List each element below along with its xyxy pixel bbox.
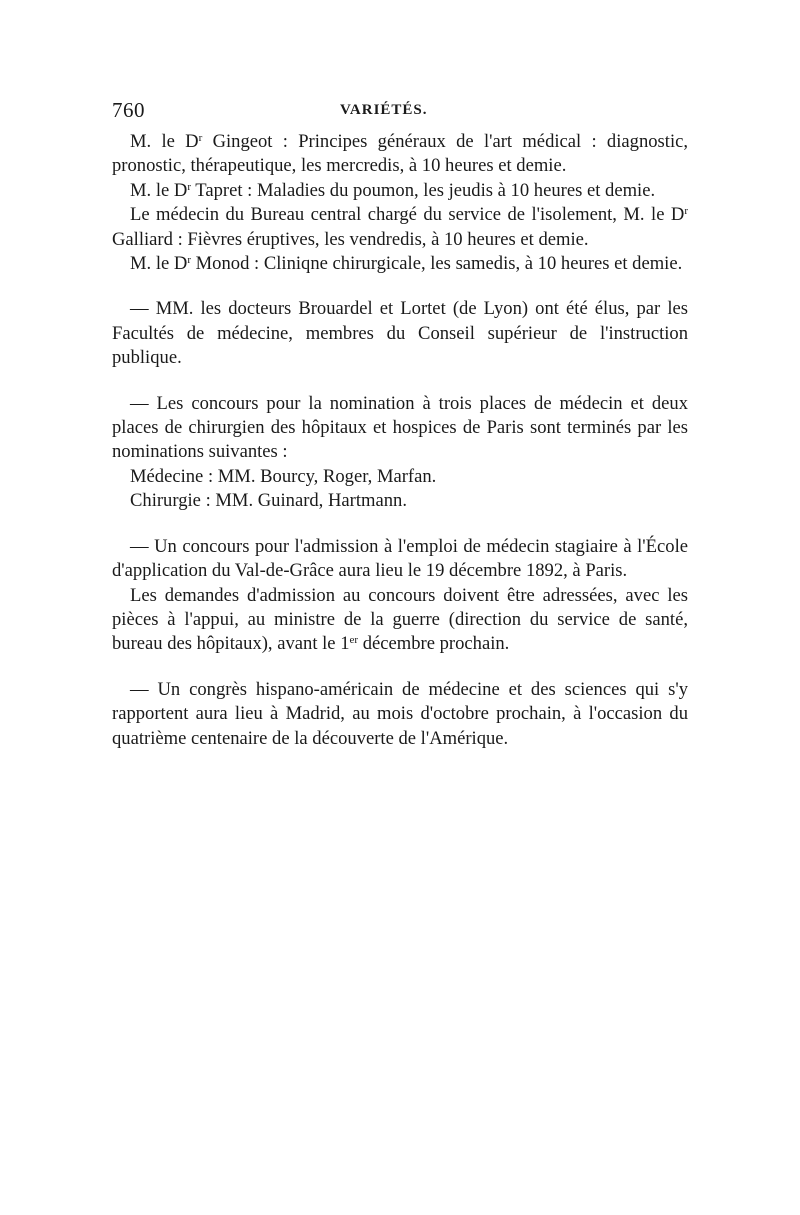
page-number: 760 <box>112 98 145 122</box>
paragraph-demandes-admission: Les demandes d'admission au concours doivent être adressées, avec les pièces à l'appui, au ministre de la guerre (direction du service de santé, bureau des hôpitaux), avant le 1er décembre prochain. <box>112 584 688 655</box>
paragraph-val-de-grace: — Un concours pour l'admission à l'emploi de médecin stagiaire à l'École d'application du Val-de-Grâce aura lieu le 19 décembre 1892, à Paris. <box>112 535 688 582</box>
paragraph-monod: M. le $D^r$ Monod : Cliniqne chirurgicale, les samedis, à 10 heures et demie. <box>130 253 683 275</box>
paragraph-medecine-nominations: Médecine : MM. Bourcy, Roger, Marfan. <box>130 465 437 487</box>
running-head: VARIÉTÉS. <box>340 102 428 118</box>
paragraph-concours-hopitaux: — Les concours pour la nomination à trois places de médecin et deux places de chirurgien des hôpitaux et hospices de Paris sont terminés par les nominations suivantes : <box>112 392 688 463</box>
paragraph-chirurgie-nominations: Chirurgie : MM. Guinard, Hartmann. <box>130 490 407 512</box>
paragraph-gingeot: M. le $D^r$ Gingeot : Principes généraux de l'art médical : diagnostic, pronostic, thérapeutique, les mercredis, à 10 heures et demie. <box>112 131 689 177</box>
paragraph-conseil-superieur: — MM. les docteurs Brouardel et Lortet (de Lyon) ont été élus, par les Facultés de médecine, membres du Conseil supérieur de l'instruction publique. <box>112 298 688 369</box>
paragraph-congres-madrid: — Un congrès hispano-américain de médecine et des sciences qui s'y rapportent aura lieu à Madrid, au mois d'octobre prochain, à l'occasion du quatrième centenaire de la découverte de l'Amérique. <box>112 678 688 749</box>
paragraph-galliard: Le médecin du Bureau central chargé du service de l'isolement, M. le $D^r$ Galliard : Fièvres éruptives, les vendredis, à 10 heures et demie. <box>112 204 688 250</box>
page-header <box>112 98 688 128</box>
paragraph-tapret: M. le $D^r$ Tapret : Maladies du poumon, les jeudis à 10 heures et demie. <box>130 179 656 201</box>
page-body <box>112 130 688 751</box>
